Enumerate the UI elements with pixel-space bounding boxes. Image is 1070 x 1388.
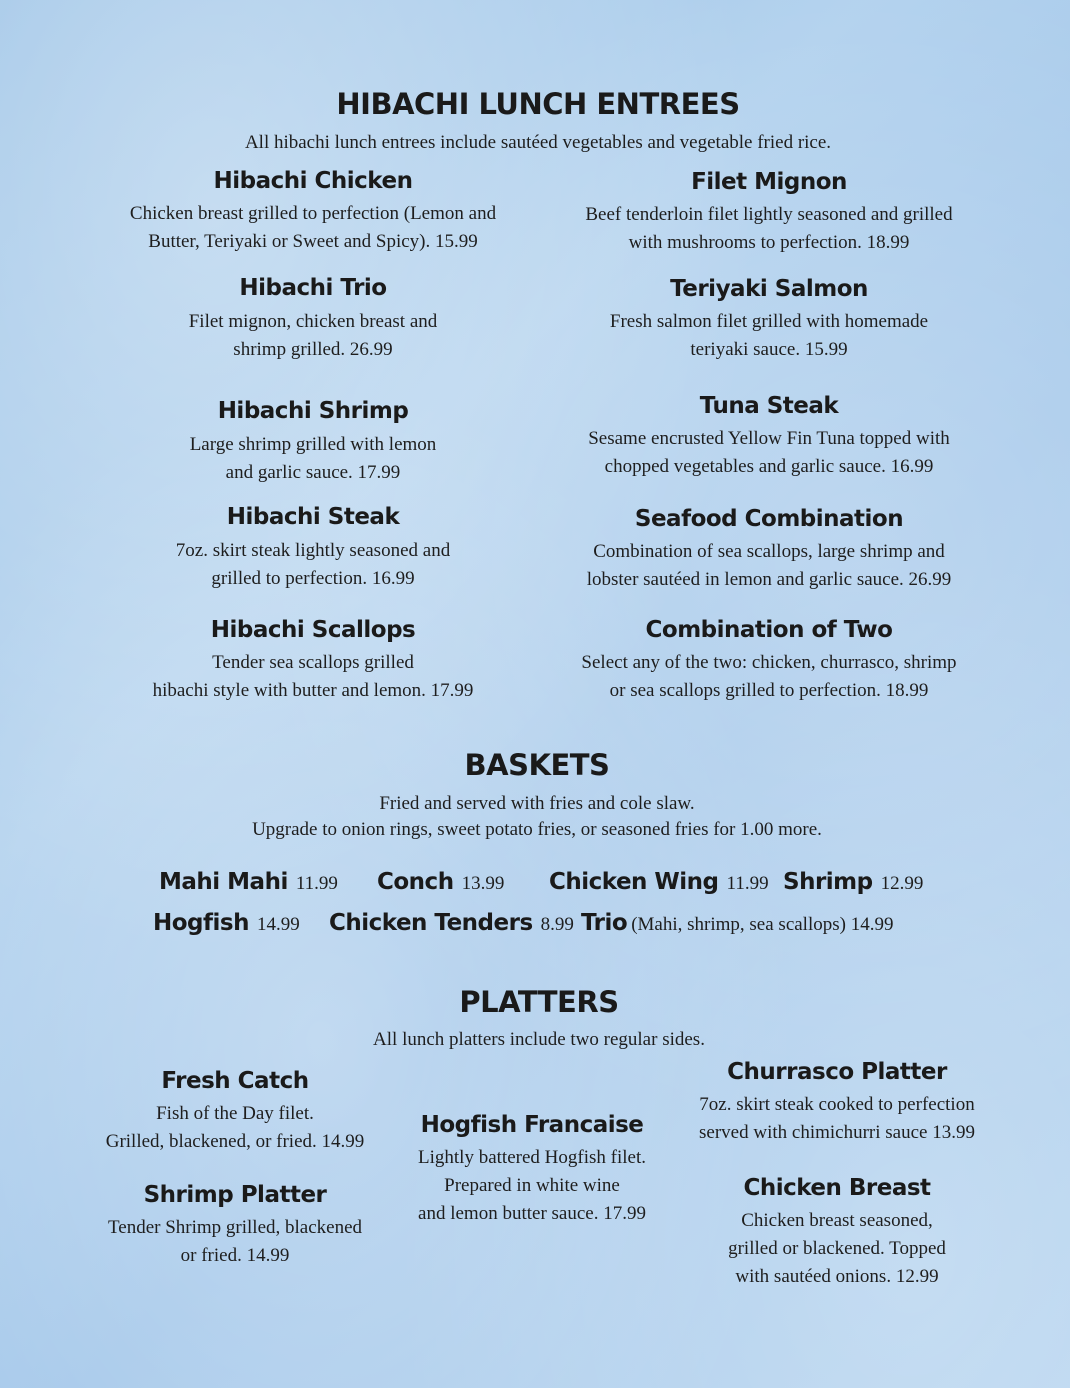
item-name: Hogfish Francaise: [420, 1112, 644, 1138]
basket-item-price: 12.99: [880, 873, 924, 894]
item-name: Seafood Combination: [634, 506, 904, 532]
item-name: Hibachi Scallops: [210, 617, 416, 643]
basket-item-name: Chicken Wing: [549, 869, 719, 895]
item-desc: Select any of the two: chicken, churrasco, shrimp: [581, 652, 957, 673]
item-desc: 7oz. skirt steak cooked to perfection: [699, 1094, 975, 1115]
basket-item: [153, 910, 300, 936]
basket-item-price: 11.99: [726, 873, 769, 894]
item-desc: Grilled, blackened, or fried. 14.99: [105, 1131, 365, 1152]
item-name: Filet Mignon: [691, 169, 847, 195]
item-desc: grilled or blackened. Topped: [728, 1238, 946, 1259]
item-name: Chicken Breast: [743, 1175, 931, 1201]
item-name: Hibachi Shrimp: [217, 398, 409, 424]
item-desc: and garlic sauce. 17.99: [225, 462, 401, 483]
item-desc: Chicken breast seasoned,: [741, 1210, 933, 1231]
item-desc: Prepared in white wine: [444, 1175, 620, 1196]
item-desc: Combination of sea scallops, large shrimp and: [593, 541, 945, 562]
basket-item-name: Conch: [377, 869, 454, 895]
item-desc: 7oz. skirt steak lightly seasoned and: [175, 540, 451, 561]
item-name: Shrimp Platter: [143, 1182, 327, 1208]
item-desc: grilled to perfection. 16.99: [211, 568, 415, 589]
item-desc: Chicken breast grilled to perfection (Lemon and: [129, 203, 497, 224]
basket-item-name: Mahi Mahi: [159, 869, 288, 895]
basket-item: [159, 869, 338, 895]
item-name: Hibachi Chicken: [213, 168, 413, 194]
basket-item-price: 14.99: [256, 914, 300, 935]
basket-item: [377, 869, 504, 895]
basket-item-price: 11.99: [295, 873, 338, 894]
basket-item: [549, 869, 769, 895]
item-desc: Tender Shrimp grilled, blackened: [107, 1217, 363, 1238]
item-name: Teriyaki Salmon: [670, 276, 868, 302]
basket-item: [783, 869, 923, 895]
item-desc: Fish of the Day filet.: [156, 1103, 314, 1124]
platters-subtitle: All lunch platters include two regular sides.: [373, 1029, 705, 1050]
platters-title: PLATTERS: [459, 985, 619, 1019]
item-desc: with sautéed onions. 12.99: [735, 1266, 939, 1287]
item-desc: shrimp grilled. 26.99: [233, 339, 393, 360]
baskets-upgrade-note: Upgrade to onion rings, sweet potato fries, or seasoned fries for 1.00 more.: [252, 819, 822, 840]
basket-item-name: Trio: [581, 910, 628, 936]
item-desc: with mushrooms to perfection. 18.99: [628, 232, 910, 253]
hibachi-title: HIBACHI LUNCH ENTREES: [336, 87, 740, 121]
item-desc: teriyaki sauce. 15.99: [690, 339, 848, 360]
item-name: Hibachi Steak: [226, 504, 400, 530]
item-desc: chopped vegetables and garlic sauce. 16.99: [604, 456, 934, 477]
hibachi-subtitle: All hibachi lunch entrees include sautéed vegetables and vegetable fried rice.: [244, 132, 832, 153]
item-desc: Fresh salmon filet grilled with homemade: [609, 311, 929, 332]
item-name: Hibachi Trio: [239, 275, 387, 301]
item-desc: Butter, Teriyaki or Sweet and Spicy). 15.99: [148, 231, 478, 252]
baskets-title: BASKETS: [464, 748, 610, 782]
item-name: Fresh Catch: [161, 1068, 309, 1094]
item-desc: Sesame encrusted Yellow Fin Tuna topped with: [588, 428, 950, 449]
item-desc: Lightly battered Hogfish filet.: [418, 1147, 646, 1168]
basket-item-name: Shrimp: [783, 869, 873, 895]
item-desc: Tender sea scallops grilled: [212, 652, 414, 673]
item-desc: served with chimichurri sauce 13.99: [699, 1122, 975, 1143]
item-desc: or fried. 14.99: [180, 1245, 290, 1266]
basket-item: [581, 910, 893, 936]
item-desc: lobster sautéed in lemon and garlic sauce. 26.99: [586, 569, 952, 590]
basket-item: [329, 910, 574, 936]
item-desc: Beef tenderloin filet lightly seasoned and grilled: [585, 204, 953, 225]
item-desc: Large shrimp grilled with lemon: [189, 434, 437, 455]
item-desc: hibachi style with butter and lemon. 17.99: [152, 680, 474, 701]
basket-item-name: Chicken Tenders: [329, 910, 533, 936]
item-name: Tuna Steak: [699, 393, 839, 419]
baskets-subtitle: Fried and served with fries and cole slaw.: [379, 793, 695, 814]
basket-item-price: 13.99: [461, 873, 505, 894]
item-desc: or sea scallops grilled to perfection. 18.99: [609, 680, 929, 701]
item-name: Churrasco Platter: [727, 1059, 947, 1085]
basket-item-price: (Mahi, shrimp, sea scallops) 14.99: [631, 914, 894, 935]
item-desc: Filet mignon, chicken breast and: [188, 311, 438, 332]
item-desc: and lemon butter sauce. 17.99: [418, 1203, 646, 1224]
item-name: Combination of Two: [645, 617, 893, 643]
basket-item-name: Hogfish: [153, 910, 249, 936]
basket-item-price: 8.99: [540, 914, 574, 935]
